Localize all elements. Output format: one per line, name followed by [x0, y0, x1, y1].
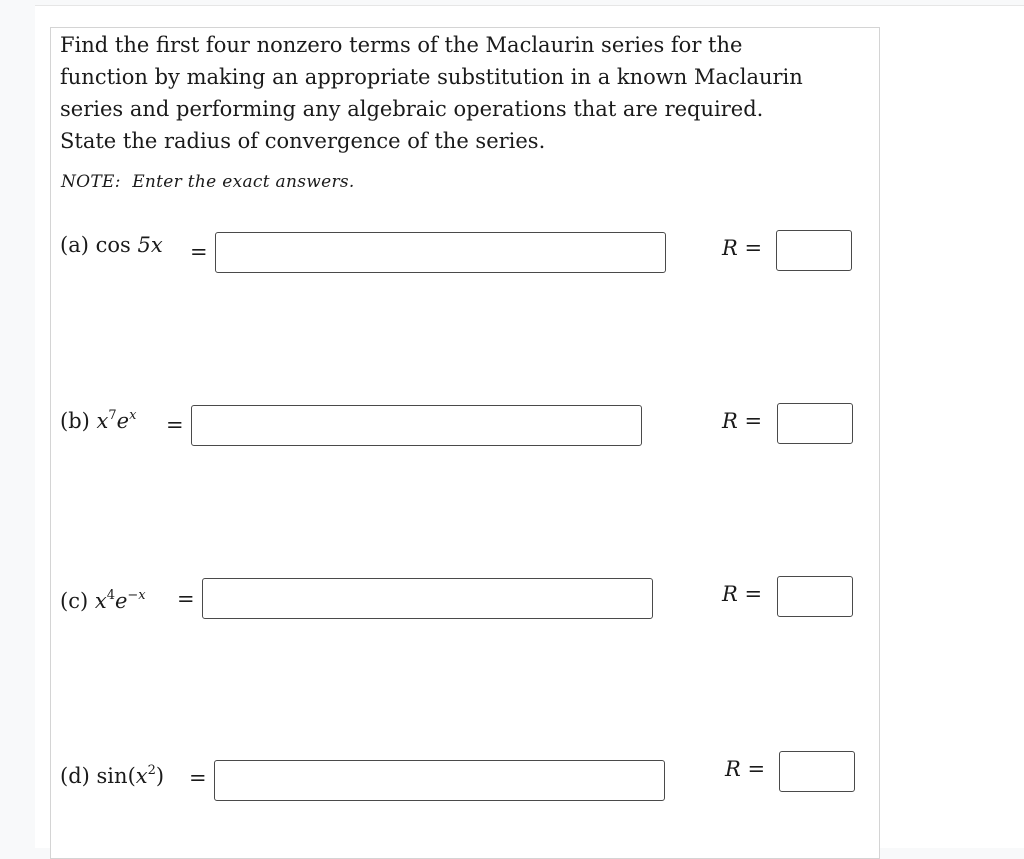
part-c-exp-base: e — [114, 589, 128, 613]
part-a-radius-label — [722, 236, 762, 260]
part-b-radius-symbol: R — [722, 409, 738, 433]
part-d-close-paren: ) — [155, 764, 165, 788]
question-prompt — [60, 29, 872, 157]
part-c-answer-input[interactable] — [202, 578, 653, 619]
part-c-radius-symbol: R — [722, 582, 738, 606]
part-c-exp-power: −x — [127, 588, 146, 603]
part-c-radius-label — [722, 582, 762, 606]
part-b-radius-equals: = — [744, 409, 763, 433]
part-d-open-paren: ( — [127, 764, 136, 788]
part-a-tag: (a) — [60, 233, 89, 257]
part-b-radius-input[interactable] — [777, 403, 853, 444]
part-b-base: x — [96, 409, 109, 433]
part-b-base-exponent: 7 — [108, 408, 117, 423]
part-a-answer-input[interactable] — [215, 232, 666, 273]
part-a-label — [60, 233, 163, 257]
part-b-exp-base: e — [116, 409, 130, 433]
part-b-tag: (b) — [60, 409, 90, 433]
part-a-radius-equals: = — [744, 236, 763, 260]
question-line-2: function by making an appropriate substitution in a known Maclaurin — [60, 65, 803, 89]
part-d-arg-exponent: 2 — [147, 763, 156, 778]
part-b-equals: = — [166, 413, 184, 437]
part-a-equals: = — [190, 240, 208, 264]
part-d-answer-input[interactable] — [214, 760, 665, 801]
part-b-label — [60, 409, 136, 433]
part-a-radius-input[interactable] — [776, 230, 852, 271]
part-c-base-exponent: 4 — [106, 588, 115, 603]
question-line-3: series and performing any algebraic operations that are required. — [60, 97, 764, 121]
part-c-tag: (c) — [60, 589, 89, 613]
part-d-radius-equals: = — [747, 757, 766, 781]
part-b-radius-label — [722, 409, 762, 433]
part-b-exp-power: x — [129, 408, 137, 423]
part-d-arg-base: x — [135, 764, 148, 788]
question-line-4: State the radius of convergence of the series. — [60, 129, 546, 153]
part-d-radius-input[interactable] — [779, 751, 855, 792]
part-a-func: cos — [95, 233, 131, 257]
part-d-radius-label — [725, 757, 765, 781]
part-d-equals: = — [189, 766, 207, 790]
question-line-1: Find the first four nonzero terms of the Maclaurin series for the — [60, 33, 743, 57]
part-d-func: sin — [96, 764, 128, 788]
part-b-answer-input[interactable] — [191, 405, 642, 446]
part-c-equals: = — [177, 587, 195, 611]
part-c-label — [60, 589, 146, 613]
part-c-radius-equals: = — [744, 582, 763, 606]
part-d-radius-symbol: R — [725, 757, 741, 781]
part-c-base: x — [94, 589, 107, 613]
part-c-radius-input[interactable] — [777, 576, 853, 617]
note-text: NOTE: Enter the exact answers. — [61, 172, 355, 192]
part-a-arg: 5x — [137, 233, 163, 257]
part-a-radius-symbol: R — [722, 236, 738, 260]
part-d-tag: (d) — [60, 764, 90, 788]
part-d-label — [60, 764, 164, 788]
